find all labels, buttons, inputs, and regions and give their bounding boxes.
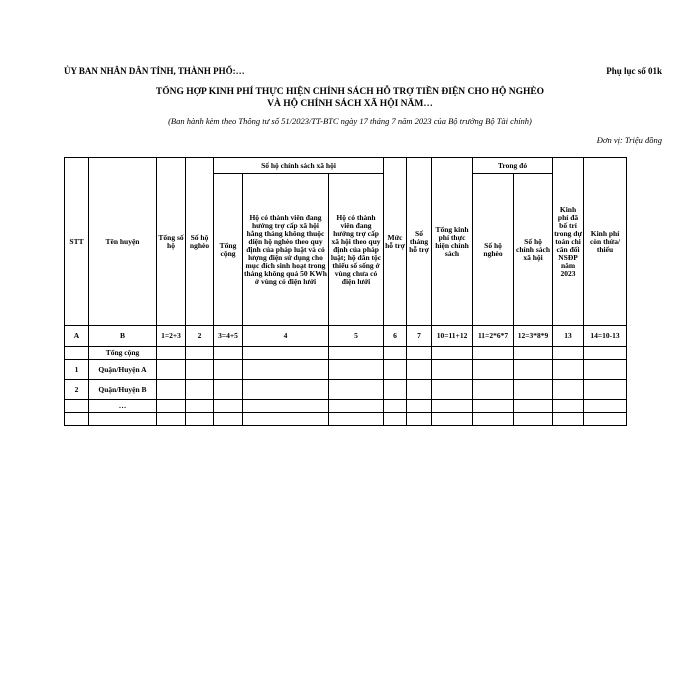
header-kinh-phi-con-thua: Kinh phí còn thừa/ thiếu [584, 158, 627, 326]
table-cell [473, 360, 514, 380]
table-cell [384, 380, 407, 400]
row-district-name: Quận/Huyện A [89, 360, 157, 380]
table-cell [407, 380, 432, 400]
table-cell [553, 380, 584, 400]
table-cell [384, 347, 407, 360]
appendix-label: Phụ lục số 01k [606, 66, 662, 76]
table-cell [514, 360, 553, 380]
table-cell [186, 400, 214, 413]
table-row-ellipsis [65, 400, 627, 413]
header-so-thang-ho-tro: Số tháng hỗ trợ [407, 158, 432, 326]
col-number: 6 [384, 326, 407, 347]
table-cell [243, 347, 329, 360]
table-cell [329, 413, 384, 426]
table-row [65, 360, 627, 380]
table-cell [243, 360, 329, 380]
unit-label: Đơn vị: Triệu đồng [596, 135, 662, 145]
table-cell [214, 360, 243, 380]
table-cell [514, 400, 553, 413]
table-cell [214, 380, 243, 400]
header-muc-ho-tro: Mức hỗ trợ [384, 158, 407, 326]
table-cell [553, 347, 584, 360]
table-cell [214, 413, 243, 426]
agency-header: ỦY BAN NHÂN DÂN TỈNH, THÀNH PHỐ:… [64, 66, 245, 76]
table-cell [157, 400, 186, 413]
table-cell [329, 380, 384, 400]
table-cell [473, 413, 514, 426]
table-cell [407, 413, 432, 426]
table-cell [243, 400, 329, 413]
table-cell [473, 380, 514, 400]
table-cell [584, 347, 627, 360]
table-cell [584, 360, 627, 380]
table-cell [553, 360, 584, 380]
row-stt: 2 [65, 380, 89, 400]
table-cell [514, 413, 553, 426]
table-cell [584, 413, 627, 426]
header-row-1 [65, 158, 627, 174]
report-table [64, 157, 627, 426]
header-col4: Hộ có thành viên đang hưởng trợ cấp xã hội hằng tháng không thuộc diện hộ nghèo theo quy định của pháp luật và có lượng điện sử dụng cho mục đích sinh hoạt trong tháng không quá 50 KWh ở vùng có điện lưới [243, 174, 329, 326]
table-cell [432, 360, 473, 380]
table-cell [186, 360, 214, 380]
header-group-chinh-sach-xa-hoi: Số hộ chính sách xã hội [214, 158, 384, 174]
table-cell [157, 413, 186, 426]
table-cell [432, 400, 473, 413]
col-number: 13 [553, 326, 584, 347]
column-number-row [65, 326, 627, 347]
table-cell [584, 400, 627, 413]
table-cell [157, 360, 186, 380]
table-cell [65, 400, 89, 413]
header-ten-huyen: Tên huyện [89, 158, 157, 326]
header-so-ho-ngheo: Số hộ nghèo [186, 158, 214, 326]
table-cell [157, 380, 186, 400]
table-cell [329, 360, 384, 380]
table-cell [65, 413, 89, 426]
table-cell [243, 380, 329, 400]
col-number: 3=4+5 [214, 326, 243, 347]
table-cell [89, 413, 157, 426]
table-cell [329, 400, 384, 413]
table-cell [432, 347, 473, 360]
total-row [65, 347, 627, 360]
table-cell [157, 347, 186, 360]
col-number: B [89, 326, 157, 347]
col-number: 11=2*6*7 [473, 326, 514, 347]
header-kinh-phi-da-bo-tri: Kinh phí đã bố trí trong dự toán chi cân đối NSĐP năm 2023 [553, 158, 584, 326]
col-number: A [65, 326, 89, 347]
table-cell [384, 413, 407, 426]
report-title-line1: TỔNG HỢP KINH PHÍ THỰC HIỆN CHÍNH SÁCH HỖ TRỢ TIỀN ĐIỆN CHO HỘ NGHÈO [155, 87, 545, 97]
table-cell [432, 413, 473, 426]
table-row [65, 380, 627, 400]
table-cell [584, 380, 627, 400]
col-number: 10=11+12 [432, 326, 473, 347]
header-col5: Hộ có thành viên đang hưởng trợ cấp xã hội theo quy định của pháp luật; hộ dân tộc thiểu số sống ở vùng chưa có điện lưới [329, 174, 384, 326]
table-cell [186, 413, 214, 426]
header-tong-so-ho: Tổng số hộ [157, 158, 186, 326]
table-cell [65, 347, 89, 360]
total-label: Tổng cộng [89, 347, 157, 360]
table-cell [243, 413, 329, 426]
report-subtitle: (Ban hành kèm theo Thông tư số 51/2023/TT-BTC ngày 17 tháng 7 năm 2023 của Bộ trưởng Bộ Tài chính) [168, 116, 532, 126]
col-number: 14=10-13 [584, 326, 627, 347]
row-district-name: Quận/Huyện B [89, 380, 157, 400]
table-cell [432, 380, 473, 400]
header-tong-kinh-phi: Tổng kinh phí thực hiện chính sách [432, 158, 473, 326]
header-tong-cong: Tổng cộng [214, 174, 243, 326]
table-cell [473, 400, 514, 413]
header-kp-so-ho-cs-xh: Số hộ chính sách xã hội [514, 174, 553, 326]
row-stt: 1 [65, 360, 89, 380]
table-cell [473, 347, 514, 360]
table-cell [553, 400, 584, 413]
table-cell [514, 347, 553, 360]
col-number: 12=3*8*9 [514, 326, 553, 347]
report-title-line2: VÀ HỘ CHÍNH SÁCH XÃ HỘI NĂM… [267, 99, 433, 109]
table-row-empty [65, 413, 627, 426]
col-number: 4 [243, 326, 329, 347]
col-number: 5 [329, 326, 384, 347]
table-cell [214, 347, 243, 360]
table-cell [407, 347, 432, 360]
table-cell [384, 360, 407, 380]
table-cell [214, 400, 243, 413]
table-cell [186, 347, 214, 360]
table-cell [514, 380, 553, 400]
col-number: 2 [186, 326, 214, 347]
table-cell [329, 347, 384, 360]
col-number: 1=2+3 [157, 326, 186, 347]
table-cell [384, 400, 407, 413]
row-ellipsis: … [89, 400, 157, 413]
table-cell [407, 360, 432, 380]
header-group-trong-do: Trong đó [473, 158, 553, 174]
table-cell [186, 380, 214, 400]
table-cell [407, 400, 432, 413]
header-kp-so-ho-ngheo: Số hộ nghèo [473, 174, 514, 326]
col-number: 7 [407, 326, 432, 347]
header-stt: STT [65, 158, 89, 326]
table-cell [553, 413, 584, 426]
